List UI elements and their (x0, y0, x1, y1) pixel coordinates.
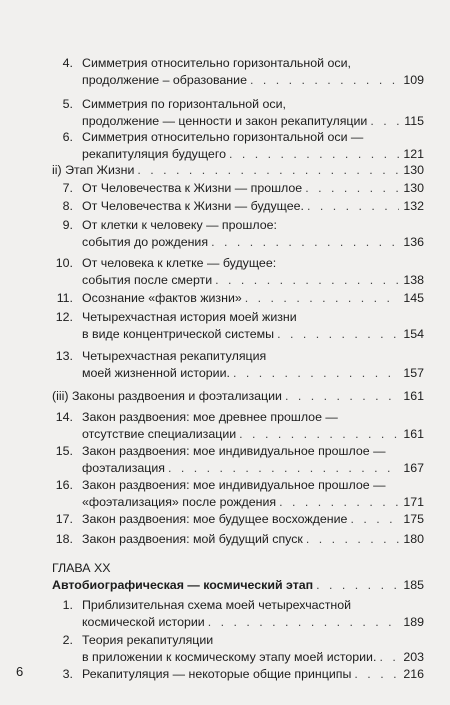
toc-text: Закон раздвоения: мое индивидуальное прошлое — (82, 444, 386, 458)
page-ref: 138 (403, 272, 424, 287)
page-ref: 167 (403, 460, 424, 475)
entry-body (82, 511, 424, 528)
page-ref: 203 (403, 649, 424, 664)
page-ref: 154 (403, 326, 424, 341)
toc-text: космической истории (82, 614, 205, 629)
toc-line (82, 365, 424, 382)
toc-text: Закон раздвоения: мое будущее восхождение (82, 512, 348, 526)
toc-line (82, 348, 424, 365)
entry-body (82, 55, 424, 88)
page-ref: 115 (404, 113, 424, 128)
toc-text: От Человечества к Жизни — прошлое (82, 181, 303, 195)
dot-leader (233, 365, 399, 382)
toc-line (82, 460, 424, 477)
toc-text: Симметрия по горизонтальной оси, (82, 97, 286, 111)
toc-text: Автобиографическая — космический этап (52, 578, 314, 592)
page-ref: 180 (403, 532, 424, 546)
toc-line (82, 309, 424, 326)
toc-line (82, 146, 424, 163)
dot-leader (370, 113, 399, 130)
entry-body (82, 597, 424, 630)
dot-leader (245, 290, 399, 307)
entry-number: 1. (62, 598, 73, 612)
dot-leader (229, 146, 399, 163)
toc-text: Симметрия относительно горизонтальной оси, (82, 56, 351, 70)
chapter-label: ГЛАВА XX (52, 561, 111, 575)
toc-line (82, 632, 424, 649)
entry-number: 14. (55, 410, 73, 424)
toc-line (82, 531, 424, 548)
dot-leader (137, 162, 399, 179)
entry-body (82, 309, 424, 342)
toc-text: Симметрия относительно горизонтальной оси — (82, 130, 364, 144)
toc-text: Четырехчастная история моей жизни (82, 310, 297, 324)
dot-leader (316, 577, 399, 594)
entry-number: 6. (62, 130, 73, 144)
toc-text: Рекапитуляция — некоторые общие принципы (82, 667, 352, 681)
entry-body (82, 477, 424, 510)
entry-body (82, 443, 424, 476)
entry-number: 18. (55, 532, 73, 546)
toc-text: Четырехчастная рекапитуляция (82, 349, 267, 363)
toc-line (82, 113, 424, 130)
entry-number: 11. (56, 291, 73, 305)
entry-number: 10. (55, 256, 73, 270)
entry-number: 3. (62, 667, 73, 681)
dot-leader (285, 388, 399, 405)
entry-body (82, 666, 424, 683)
dot-leader (279, 494, 399, 511)
dot-leader (277, 326, 399, 343)
toc-line (82, 326, 424, 343)
toc-text: Приблизительная схема моей четырехчастной (82, 598, 352, 612)
toc-line (82, 649, 424, 666)
entry-number: 2. (62, 633, 73, 647)
page-ref: 109 (403, 72, 424, 87)
entry-body (82, 290, 424, 307)
toc-line (82, 96, 424, 113)
toc-line (52, 162, 424, 179)
toc-text: Теория рекапитуляции (82, 633, 214, 647)
page-ref: 216 (403, 667, 424, 681)
entry-number: 16. (55, 478, 73, 492)
toc-line (82, 290, 424, 307)
entry-number: 8. (62, 199, 73, 213)
dot-leader (307, 198, 399, 215)
entry-body (82, 180, 424, 197)
toc-text: (iii) Законы раздвоения и фоэтализации (52, 389, 282, 403)
toc-line (82, 234, 424, 251)
toc-line (82, 426, 424, 443)
toc-text: От Человечества к Жизни — будущее. (82, 199, 304, 213)
toc-text: Осознание «фактов жизни» (82, 291, 242, 305)
entry-number: 5. (62, 97, 73, 111)
section-heading (52, 162, 424, 179)
entry-number: 13. (55, 349, 73, 363)
page-ref: 145 (403, 291, 424, 305)
toc-text: продолжение — ценности и закон рекапитуляции (82, 113, 368, 128)
entry-body (82, 348, 424, 381)
toc-text: Закон раздвоения: мое индивидуальное прошлое — (82, 478, 386, 492)
toc-line (82, 217, 424, 234)
chapter-title (52, 577, 424, 594)
dot-leader (305, 180, 399, 197)
dot-leader (211, 234, 399, 251)
toc-text: «фоэтализация» после рождения (82, 494, 277, 509)
toc-line (82, 198, 424, 215)
dot-leader (354, 666, 399, 683)
toc-line (52, 388, 424, 405)
toc-line (82, 72, 424, 89)
entry-number: 15. (55, 444, 73, 458)
toc-text: моей жизненной истории. (82, 365, 230, 380)
page-ref: 121 (403, 146, 424, 161)
dot-leader (379, 649, 399, 666)
toc-text: Закон раздвоения: мой будущий спуск (82, 532, 303, 546)
toc-text: рекапитуляция будущего (82, 146, 226, 161)
toc-line (82, 409, 424, 426)
toc-text: Закон раздвоения: мое древнее прошлое — (82, 410, 338, 424)
entry-body (82, 255, 424, 288)
toc-text: события после смерти (82, 272, 213, 287)
page-ref: 130 (403, 163, 424, 177)
toc-text: От человека к клетке — будущее: (82, 256, 277, 270)
page-ref: 175 (403, 512, 424, 526)
dot-leader (250, 72, 399, 89)
toc-line (82, 477, 424, 494)
page-ref: 130 (403, 181, 424, 195)
toc-line (82, 443, 424, 460)
entry-number: 9. (62, 218, 73, 232)
toc-line (82, 55, 424, 72)
toc-text: фоэтализация (82, 460, 166, 475)
toc-line (82, 494, 424, 511)
entry-body (82, 198, 424, 215)
toc-line (82, 255, 424, 272)
toc-text: От клетки к человеку — прошлое: (82, 218, 277, 232)
page-ref: 161 (403, 426, 424, 441)
dot-leader (215, 272, 399, 289)
entry-body (82, 632, 424, 665)
entry-body (82, 217, 424, 250)
dot-leader (239, 426, 399, 443)
entry-body (82, 409, 424, 442)
entry-number: 4. (62, 56, 73, 70)
toc-text: в виде концентрической системы (82, 326, 275, 341)
page-ref: 132 (403, 199, 424, 213)
page-ref: 161 (403, 389, 424, 403)
toc-text: события до рождения (82, 234, 209, 249)
section-heading (52, 388, 424, 405)
toc-line (82, 180, 424, 197)
page-number: 6 (16, 664, 24, 679)
toc-line (82, 129, 424, 146)
toc-text: отсутствие специализации (82, 426, 237, 441)
dot-leader (350, 511, 399, 528)
page-ref: 185 (403, 578, 424, 592)
entry-number: 7. (62, 181, 73, 195)
toc-line (82, 511, 424, 528)
page-ref: 136 (403, 234, 424, 249)
toc-line (82, 614, 424, 631)
page-ref: 157 (403, 365, 424, 380)
dot-leader (208, 614, 399, 631)
toc-text: в приложении к космическому этапу моей истории. (82, 649, 377, 664)
toc-line (82, 272, 424, 289)
toc-text: ii) Этап Жизни (52, 163, 135, 177)
page-ref: 171 (403, 494, 424, 509)
page-ref: 189 (403, 614, 424, 629)
dot-leader (168, 460, 399, 477)
entry-body (82, 531, 424, 548)
dot-leader (306, 531, 399, 548)
toc-line (82, 666, 424, 683)
entry-body (82, 96, 424, 129)
toc-line (52, 577, 424, 594)
entry-number: 17. (55, 512, 73, 526)
toc-text: продолжение – образование (82, 72, 247, 87)
entry-body (82, 129, 424, 162)
entry-number: 12. (55, 310, 73, 324)
toc-line (82, 597, 424, 614)
